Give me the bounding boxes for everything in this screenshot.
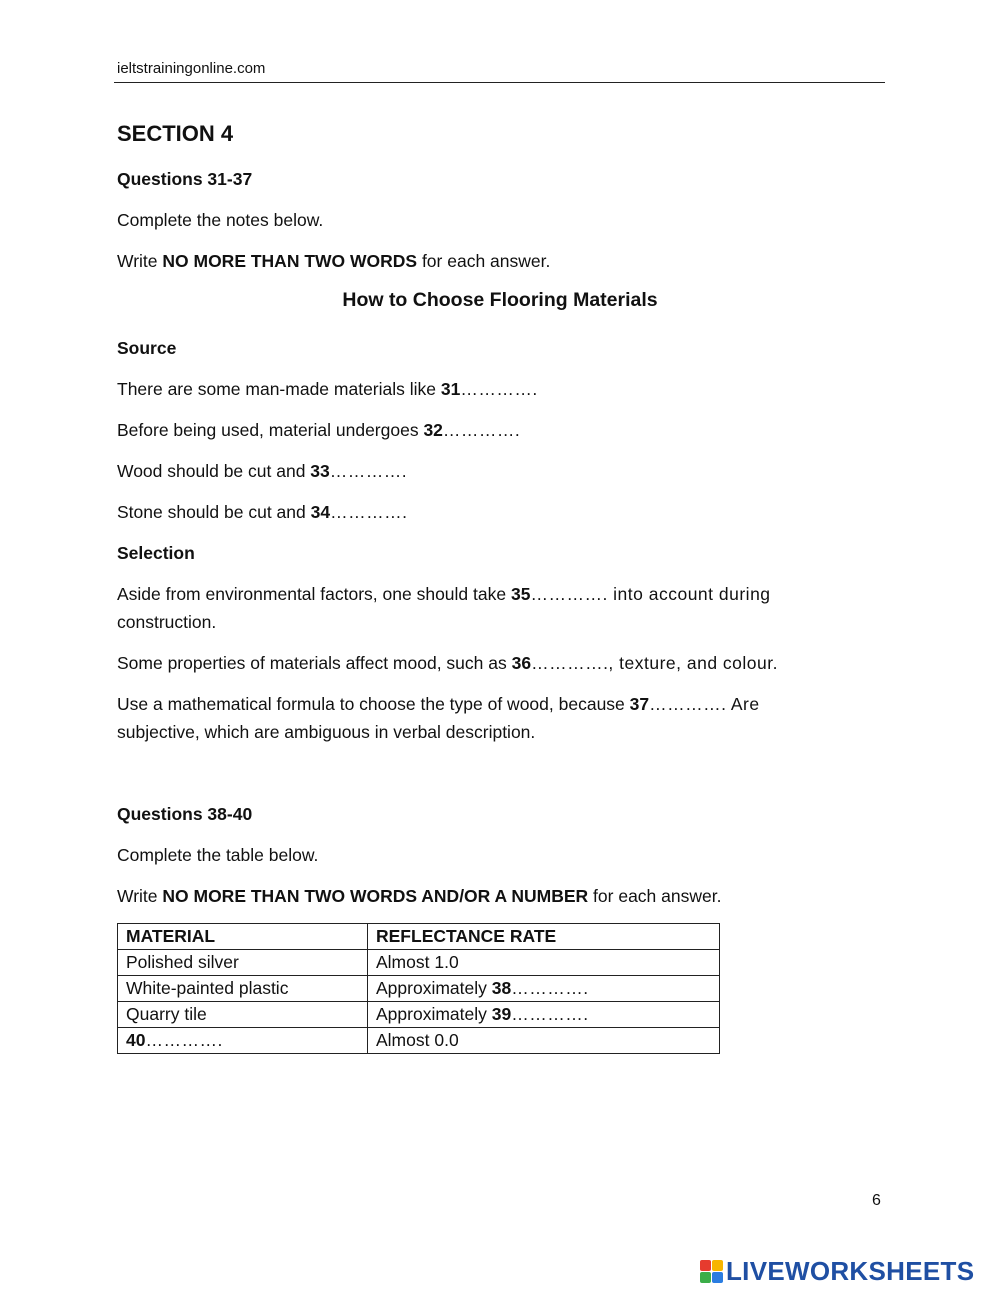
- questions-heading-31-37: Questions 31-37: [117, 169, 253, 189]
- section-title: SECTION 4: [117, 121, 234, 146]
- answer-blank-34[interactable]: ………….: [330, 502, 408, 522]
- rate-cell: Approximately 39………….: [368, 1002, 720, 1028]
- question-31: There are some man-made materials like 31………….: [117, 379, 538, 399]
- answer-blank-31[interactable]: ………….: [460, 379, 538, 399]
- question-33: Wood should be cut and 33………….: [117, 461, 408, 481]
- question-32: Before being used, material undergoes 32………….: [117, 420, 521, 440]
- table-row: [118, 1028, 720, 1054]
- answer-blank-37[interactable]: …………. Are: [649, 694, 760, 714]
- answer-blank-33[interactable]: ………….: [329, 461, 408, 481]
- instruction-table: Complete the table below.: [117, 845, 319, 865]
- site-header: ieltstrainingonline.com: [117, 60, 266, 77]
- column-header-reflectance: REFLECTANCE RATE: [368, 924, 720, 950]
- rate-cell: Almost 0.0: [368, 1028, 720, 1054]
- question-35: Aside from environmental factors, one should take 35…………. into account during: [117, 584, 771, 604]
- word-limit-instruction-1: Write NO MORE THAN TWO WORDS for each answer.: [117, 251, 551, 271]
- table-header-row: [118, 924, 720, 950]
- answer-blank-39[interactable]: ………….: [511, 1004, 589, 1024]
- instruction-notes: Complete the notes below.: [117, 210, 324, 230]
- answer-blank-38[interactable]: ………….: [511, 978, 589, 998]
- questions-heading-38-40: Questions 38-40: [117, 804, 253, 824]
- table-row: [118, 976, 720, 1002]
- question-37-continued: subjective, which are ambiguous in verbal description.: [117, 722, 536, 742]
- question-34: Stone should be cut and 34………….: [117, 502, 408, 522]
- material-cell: Quarry tile: [118, 1002, 368, 1028]
- material-cell: 40………….: [118, 1028, 368, 1054]
- rate-cell: Almost 1.0: [368, 950, 720, 976]
- table-row: [118, 1002, 720, 1028]
- answer-blank-40[interactable]: ………….: [145, 1030, 223, 1050]
- logo-blocks-icon: [700, 1260, 723, 1283]
- selection-heading: Selection: [117, 543, 195, 563]
- answer-blank-36[interactable]: …………., texture, and colour.: [531, 653, 778, 673]
- word-limit-instruction-2: Write NO MORE THAN TWO WORDS AND/OR A NUMBER for each answer.: [117, 886, 722, 906]
- question-36: Some properties of materials affect mood, such as 36…………., texture, and colour.: [117, 653, 778, 673]
- answer-blank-32[interactable]: ………….: [442, 420, 521, 440]
- source-heading: Source: [117, 338, 177, 358]
- rate-cell: Approximately 38………….: [368, 976, 720, 1002]
- header-divider: [114, 82, 885, 83]
- table-row: [118, 950, 720, 976]
- question-37: Use a mathematical formula to choose the type of wood, because 37…………. Are: [117, 694, 760, 714]
- question-35-continued: construction.: [117, 612, 217, 632]
- material-cell: White-painted plastic: [118, 976, 368, 1002]
- column-header-material: MATERIAL: [118, 924, 368, 950]
- answer-blank-35[interactable]: …………. into account during: [530, 584, 771, 604]
- notes-title: How to Choose Flooring Materials: [342, 289, 658, 311]
- material-cell: Polished silver: [118, 950, 368, 976]
- logo-text: LIVEWORKSHEETS: [726, 1256, 975, 1286]
- page-number: 6: [872, 1192, 881, 1209]
- reflectance-table: [117, 923, 720, 1054]
- liveworksheets-logo: [700, 1256, 974, 1287]
